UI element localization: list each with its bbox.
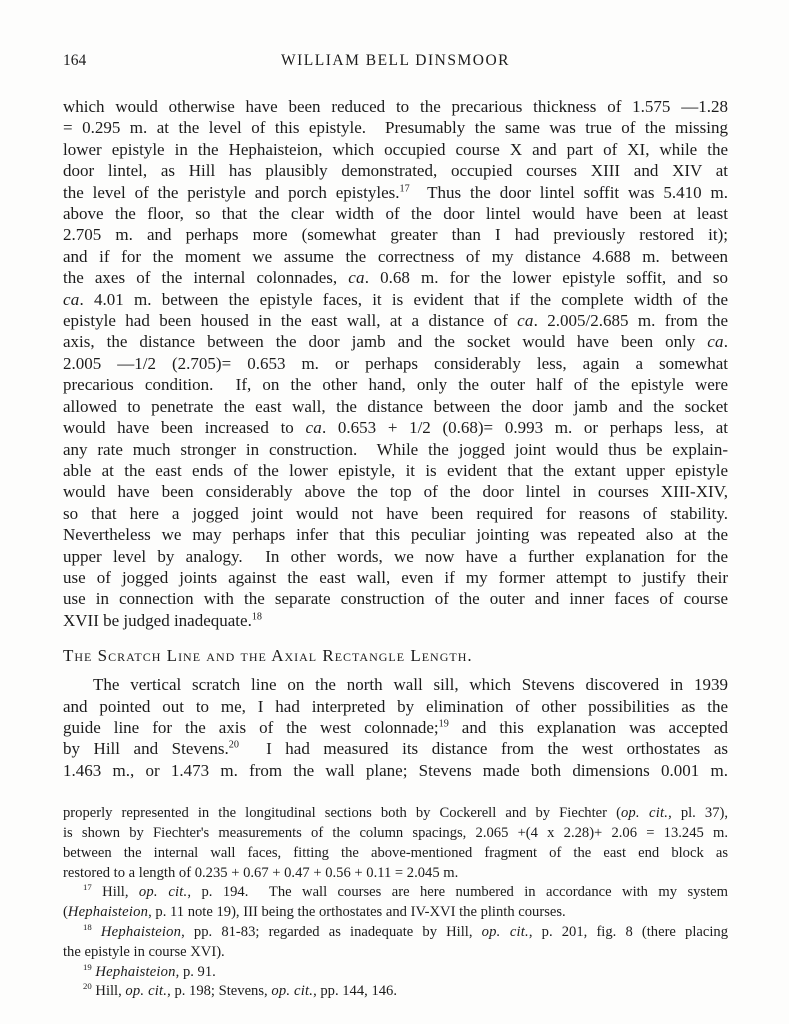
footnotes-block: [63, 804, 728, 1002]
text-line: ca. 4.01 m. between the epistyle faces, it is evident that if the complete width of the: [63, 289, 728, 309]
text-line: restored to a length of 0.235 + 0.67 + 0.47 + 0.56 + 0.11 = 2.045 m.: [63, 864, 459, 881]
text-line: guide line for the axis of the west colonnade;$^{19}$ and this explanation was accepted: [63, 717, 728, 737]
text-line: 2.005 —1/2 (2.705)= 0.653 m. or perhaps considerably less, again a somewhat: [63, 353, 728, 373]
text-line: the axes of the internal colonnades, ca. 0.68 m. for the lower epistyle soffit, and so: [63, 268, 728, 288]
text-line: 1.463 m., or 1.473 m. from the wall plane; Stevens made both dimensions 0.001 m.: [63, 760, 728, 780]
text-line: would have been increased to ca. 0.653 + 1/2 (0.68)= 0.993 m. or perhaps less, at: [63, 418, 728, 438]
page-number: 164: [63, 52, 87, 69]
text-line: 2.705 m. and perhaps more (somewhat greater than I had previously restored it);: [63, 225, 728, 245]
text-line: Nevertheless we may perhaps infer that this peculiar jointing was repeated also at the: [63, 525, 728, 545]
page-content: [63, 52, 728, 1002]
text-line: so that here a jogged joint would not have been required for reasons of stability.: [63, 503, 728, 523]
text-line: the level of the peristyle and porch epistyles.$^{17}$ Thus the door lintel soffit was 5.410 m.: [63, 182, 728, 202]
page-header: [63, 52, 728, 70]
text-line: = 0.295 m. at the level of this epistyle. Presumably the same was true of the missing: [63, 118, 728, 138]
text-line: by Hill and Stevens.$^{20}$ I had measured its distance from the west orthostates as: [63, 739, 728, 759]
paragraph-1: [63, 96, 728, 631]
text-line: (Hephaisteion, p. 11 note 19), III being the orthostates and IV-XVI the plinth courses.: [63, 904, 566, 921]
text-line: use in connection with the separate construction of the outer and inner faces of course: [63, 589, 728, 609]
text-line: would have been considerably above the top of the door lintel in courses XIII-XIV,: [63, 482, 728, 502]
text-line: epistyle had been housed in the east wall, at a distance of ca. 2.005/2.685 m. from the: [63, 311, 728, 331]
text-line: door lintel, as Hill has plausibly demonstrated, occupied courses XIII and XIV at: [63, 161, 728, 181]
text-line: $^{19}$ Hephaisteion, p. 91.: [83, 961, 216, 980]
paragraph-2: [63, 674, 728, 781]
text-line: the epistyle in course XVI).: [63, 943, 225, 960]
text-line: $^{17}$ Hill, op. cit., p. 194. The wall courses are here numbered in accordance with my system: [83, 882, 728, 901]
text-line: lower epistyle in the Hephaisteion, which occupied course X and part of XI, while the: [63, 139, 728, 159]
text-line: above the floor, so that the clear width of the door lintel would have been at least: [63, 204, 728, 224]
text-line: The vertical scratch line on the north wall sill, which Stevens discovered in 1939: [93, 675, 728, 695]
section-heading: The Scratch Line and the Axial Rectangle Length.: [63, 646, 473, 666]
running-title: WILLIAM BELL DINSMOOR: [281, 52, 510, 69]
text-line: $^{20}$ Hill, op. cit., p. 198; Stevens, op. cit., pp. 144, 146.: [83, 981, 397, 1000]
text-line: is shown by Fiechter's measurements of the column spacings, 2.065 +(4 x 2.28)+ 2.06 = 13.245 m.: [63, 824, 728, 841]
text-line: XVII be judged inadequate.$^{18}$: [63, 610, 263, 630]
text-line: between the internal wall faces, fitting the above-mentioned fragment of the east end block as: [63, 844, 728, 861]
text-line: and pointed out to me, I had interpreted by elimination of other possibilities as the: [63, 696, 728, 716]
text-line: axis, the distance between the door jamb and the socket would have been only ca.: [63, 332, 728, 352]
text-line: able at the east ends of the lower epistyle, it is evident that the extant upper epistyle: [63, 460, 728, 480]
text-line: upper level by analogy. In other words, we now have a further explanation for the: [63, 546, 728, 566]
text-line: and if for the moment we assume the correctness of my distance 4.688 m. between: [63, 246, 728, 266]
text-line: which would otherwise have been reduced to the precarious thickness of 1.575 —1.28: [63, 97, 728, 116]
text-line: allowed to penetrate the east wall, the distance between the door jamb and the socket: [63, 396, 728, 416]
text-line: properly represented in the longitudinal sections both by Cockerell and by Fiechter (op. cit., pl. 37),: [63, 805, 728, 822]
text-line: use of jogged joints against the east wall, even if my former attempt to justify their: [63, 567, 728, 587]
text-line: any rate much stronger in construction. While the jogged joint would thus be explain-: [63, 439, 728, 459]
text-line: precarious condition. If, on the other hand, only the outer half of the epistyle were: [63, 375, 728, 395]
text-line: $^{18}$ Hephaisteion, pp. 81-83; regarded as inadequate by Hill, op. cit., p. 201, fig. 8 (there placing: [83, 922, 729, 940]
